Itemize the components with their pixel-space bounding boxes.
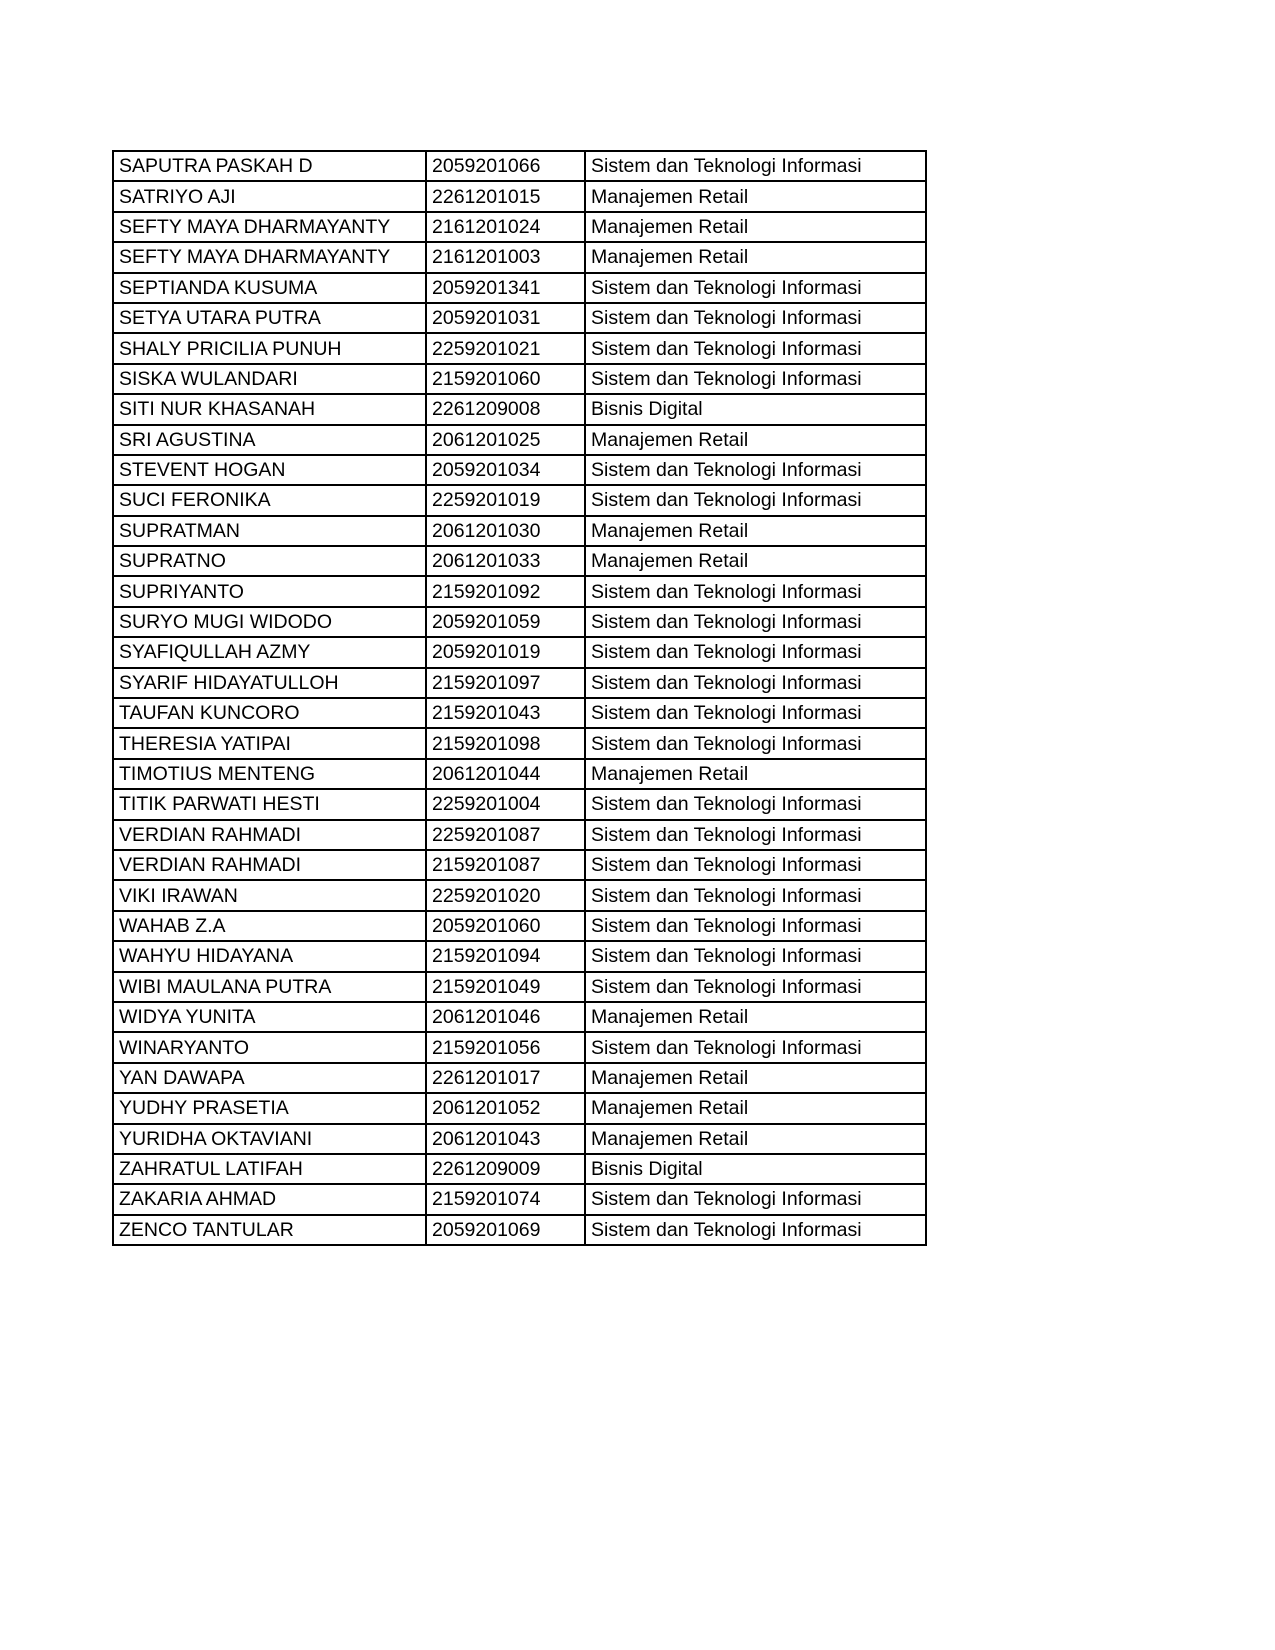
study-program-cell: Sistem dan Teknologi Informasi: [585, 1032, 926, 1062]
table-row: [113, 364, 926, 394]
study-program-cell: Sistem dan Teknologi Informasi: [585, 607, 926, 637]
student-id-cell: 2159201094: [426, 941, 585, 971]
student-id-cell: 2059201019: [426, 637, 585, 667]
student-id-cell: 2159201056: [426, 1032, 585, 1062]
student-name-cell: SEFTY MAYA DHARMAYANTY: [113, 212, 426, 242]
student-id-cell: 2159201097: [426, 668, 585, 698]
study-program-cell: Sistem dan Teknologi Informasi: [585, 303, 926, 333]
student-name-cell: SUPRATNO: [113, 546, 426, 576]
student-id-cell: 2059201341: [426, 273, 585, 303]
student-name-cell: SYARIF HIDAYATULLOH: [113, 668, 426, 698]
table-row: [113, 668, 926, 698]
student-id-cell: 2259201021: [426, 333, 585, 363]
table-row: [113, 303, 926, 333]
table-row: [113, 576, 926, 606]
student-name-cell: WAHYU HIDAYANA: [113, 941, 426, 971]
student-id-cell: 2059201069: [426, 1215, 585, 1245]
student-name-cell: SUPRATMAN: [113, 516, 426, 546]
study-program-cell: Bisnis Digital: [585, 394, 926, 424]
table-row: [113, 789, 926, 819]
study-program-cell: Sistem dan Teknologi Informasi: [585, 911, 926, 941]
student-id-cell: 2261209009: [426, 1154, 585, 1184]
table-row: [113, 1184, 926, 1214]
study-program-cell: Sistem dan Teknologi Informasi: [585, 972, 926, 1002]
student-name-cell: SISKA WULANDARI: [113, 364, 426, 394]
table-row: [113, 242, 926, 272]
student-id-cell: 2159201098: [426, 728, 585, 758]
student-name-cell: VERDIAN RAHMADI: [113, 820, 426, 850]
table-row: [113, 1002, 926, 1032]
student-name-cell: SAPUTRA PASKAH D: [113, 151, 426, 181]
study-program-cell: Manajemen Retail: [585, 759, 926, 789]
student-name-cell: TITIK PARWATI HESTI: [113, 789, 426, 819]
table-row: [113, 333, 926, 363]
student-name-cell: YURIDHA OKTAVIANI: [113, 1124, 426, 1154]
study-program-cell: Sistem dan Teknologi Informasi: [585, 1184, 926, 1214]
study-program-cell: Sistem dan Teknologi Informasi: [585, 151, 926, 181]
student-name-cell: ZAKARIA AHMAD: [113, 1184, 426, 1214]
table-row: [113, 880, 926, 910]
table-row: [113, 850, 926, 880]
table-row: [113, 607, 926, 637]
study-program-cell: Sistem dan Teknologi Informasi: [585, 333, 926, 363]
student-name-cell: TAUFAN KUNCORO: [113, 698, 426, 728]
study-program-cell: Bisnis Digital: [585, 1154, 926, 1184]
student-name-cell: WAHAB Z.A: [113, 911, 426, 941]
table-row: [113, 151, 926, 181]
student-table: [112, 150, 927, 1246]
study-program-cell: Sistem dan Teknologi Informasi: [585, 273, 926, 303]
student-name-cell: YUDHY PRASETIA: [113, 1093, 426, 1123]
student-id-cell: 2059201034: [426, 455, 585, 485]
study-program-cell: Manajemen Retail: [585, 1063, 926, 1093]
study-program-cell: Sistem dan Teknologi Informasi: [585, 789, 926, 819]
table-row: [113, 820, 926, 850]
study-program-cell: Sistem dan Teknologi Informasi: [585, 576, 926, 606]
table-row: [113, 911, 926, 941]
student-id-cell: 2159201060: [426, 364, 585, 394]
student-id-cell: 2059201031: [426, 303, 585, 333]
study-program-cell: Sistem dan Teknologi Informasi: [585, 485, 926, 515]
table-row: [113, 972, 926, 1002]
table-row: [113, 485, 926, 515]
table-row: [113, 1063, 926, 1093]
student-id-cell: 2259201019: [426, 485, 585, 515]
student-name-cell: WIBI MAULANA PUTRA: [113, 972, 426, 1002]
student-name-cell: SUPRIYANTO: [113, 576, 426, 606]
study-program-cell: Manajemen Retail: [585, 212, 926, 242]
study-program-cell: Sistem dan Teknologi Informasi: [585, 728, 926, 758]
student-name-cell: WINARYANTO: [113, 1032, 426, 1062]
student-name-cell: SITI NUR KHASANAH: [113, 394, 426, 424]
student-name-cell: SHALY PRICILIA PUNUH: [113, 333, 426, 363]
student-id-cell: 2161201024: [426, 212, 585, 242]
study-program-cell: Sistem dan Teknologi Informasi: [585, 1215, 926, 1245]
table-row: [113, 546, 926, 576]
student-name-cell: SYAFIQULLAH AZMY: [113, 637, 426, 667]
student-id-cell: 2159201049: [426, 972, 585, 1002]
student-name-cell: SEPTIANDA KUSUMA: [113, 273, 426, 303]
student-id-cell: 2161201003: [426, 242, 585, 272]
student-id-cell: 2159201087: [426, 850, 585, 880]
student-id-cell: 2059201059: [426, 607, 585, 637]
table-row: [113, 273, 926, 303]
table-row: [113, 759, 926, 789]
student-id-cell: 2059201060: [426, 911, 585, 941]
table-row: [113, 181, 926, 211]
student-id-cell: 2261209008: [426, 394, 585, 424]
study-program-cell: Sistem dan Teknologi Informasi: [585, 820, 926, 850]
table-row: [113, 1032, 926, 1062]
student-name-cell: THERESIA YATIPAI: [113, 728, 426, 758]
table-row: [113, 394, 926, 424]
table-row: [113, 1154, 926, 1184]
student-name-cell: ZAHRATUL LATIFAH: [113, 1154, 426, 1184]
study-program-cell: Sistem dan Teknologi Informasi: [585, 455, 926, 485]
study-program-cell: Sistem dan Teknologi Informasi: [585, 668, 926, 698]
student-name-cell: SATRIYO AJI: [113, 181, 426, 211]
study-program-cell: Manajemen Retail: [585, 425, 926, 455]
study-program-cell: Manajemen Retail: [585, 1002, 926, 1032]
study-program-cell: Manajemen Retail: [585, 181, 926, 211]
table-row: [113, 455, 926, 485]
student-id-cell: 2061201044: [426, 759, 585, 789]
study-program-cell: Manajemen Retail: [585, 1124, 926, 1154]
table-row: [113, 212, 926, 242]
study-program-cell: Sistem dan Teknologi Informasi: [585, 941, 926, 971]
student-name-cell: SEFTY MAYA DHARMAYANTY: [113, 242, 426, 272]
study-program-cell: Manajemen Retail: [585, 546, 926, 576]
student-name-cell: VERDIAN RAHMADI: [113, 850, 426, 880]
table-row: [113, 425, 926, 455]
study-program-cell: Manajemen Retail: [585, 242, 926, 272]
table-row: [113, 698, 926, 728]
study-program-cell: Sistem dan Teknologi Informasi: [585, 364, 926, 394]
student-id-cell: 2061201046: [426, 1002, 585, 1032]
student-id-cell: 2061201025: [426, 425, 585, 455]
student-id-cell: 2259201004: [426, 789, 585, 819]
student-name-cell: WIDYA YUNITA: [113, 1002, 426, 1032]
student-id-cell: 2061201030: [426, 516, 585, 546]
table-row: [113, 941, 926, 971]
student-id-cell: 2061201033: [426, 546, 585, 576]
student-id-cell: 2261201017: [426, 1063, 585, 1093]
table-row: [113, 637, 926, 667]
study-program-cell: Sistem dan Teknologi Informasi: [585, 880, 926, 910]
table-row: [113, 728, 926, 758]
student-name-cell: SETYA UTARA PUTRA: [113, 303, 426, 333]
student-id-cell: 2061201043: [426, 1124, 585, 1154]
study-program-cell: Manajemen Retail: [585, 1093, 926, 1123]
student-name-cell: SUCI FERONIKA: [113, 485, 426, 515]
table-row: [113, 1124, 926, 1154]
student-id-cell: 2261201015: [426, 181, 585, 211]
student-id-cell: 2159201074: [426, 1184, 585, 1214]
student-name-cell: TIMOTIUS MENTENG: [113, 759, 426, 789]
student-id-cell: 2061201052: [426, 1093, 585, 1123]
study-program-cell: Sistem dan Teknologi Informasi: [585, 698, 926, 728]
student-name-cell: STEVENT HOGAN: [113, 455, 426, 485]
table-row: [113, 1093, 926, 1123]
student-name-cell: ZENCO TANTULAR: [113, 1215, 426, 1245]
student-id-cell: 2059201066: [426, 151, 585, 181]
student-table-body: [113, 151, 926, 1245]
student-name-cell: YAN DAWAPA: [113, 1063, 426, 1093]
study-program-cell: Manajemen Retail: [585, 516, 926, 546]
student-id-cell: 2159201043: [426, 698, 585, 728]
table-row: [113, 516, 926, 546]
study-program-cell: Sistem dan Teknologi Informasi: [585, 850, 926, 880]
student-name-cell: SRI AGUSTINA: [113, 425, 426, 455]
table-row: [113, 1215, 926, 1245]
study-program-cell: Sistem dan Teknologi Informasi: [585, 637, 926, 667]
student-name-cell: SURYO MUGI WIDODO: [113, 607, 426, 637]
student-id-cell: 2259201020: [426, 880, 585, 910]
student-name-cell: VIKI IRAWAN: [113, 880, 426, 910]
student-id-cell: 2159201092: [426, 576, 585, 606]
student-id-cell: 2259201087: [426, 820, 585, 850]
